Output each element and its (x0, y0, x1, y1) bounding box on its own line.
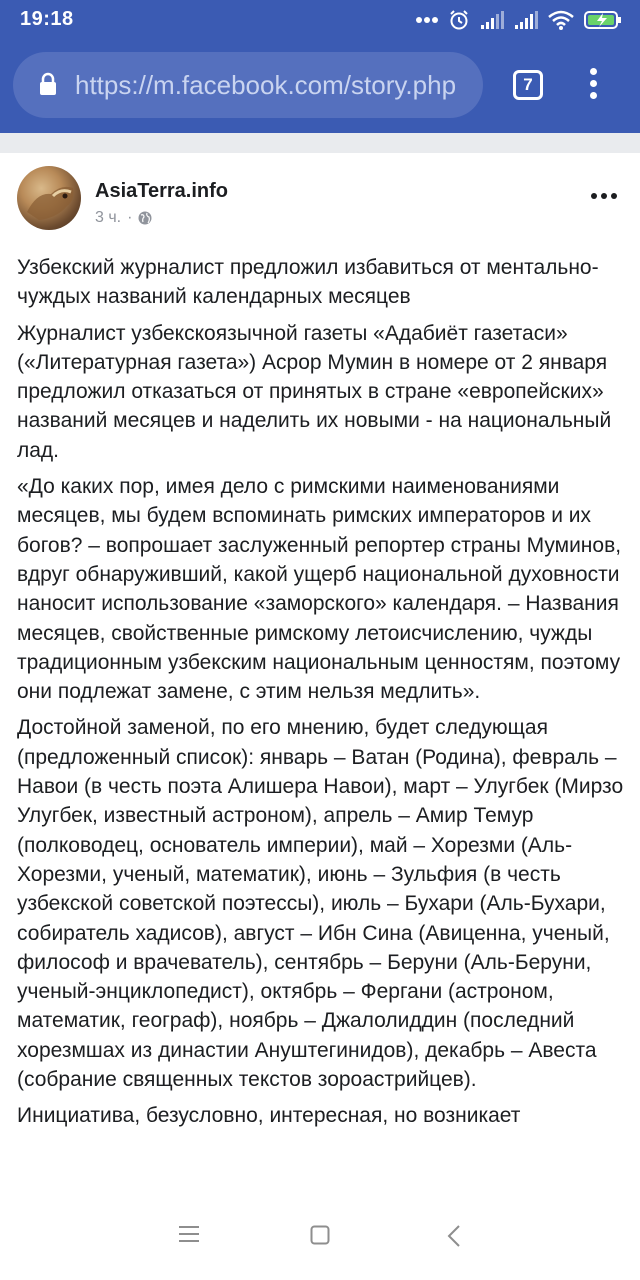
menu-icon[interactable] (178, 1225, 200, 1243)
post-meta: 3 ч. · (95, 209, 152, 227)
tabs-button[interactable]: 7 (513, 70, 543, 100)
post-paragraph: Инициатива, безусловно, интересная, но возникает (17, 1104, 521, 1128)
post-paragraph: «До каких пор, имея дело с римскими наименованиями месяцев, мы будем вспоминать римских императоров и их богов? – вопрошает заслуженный репортер страны Муминов, вдруг обнаруживший, какой ущерб национальной духовности наносит использование «заморского» календаря. – Названия месяцев, свойственные римскому летоисчислению, чужды традиционным узбекским национальным ценностям, поэтому они подлежат замене, с этим нельзя медлить». (17, 475, 622, 704)
feed-separator (0, 133, 640, 153)
post-options-button[interactable] (591, 193, 621, 203)
home-square-icon[interactable] (310, 1225, 330, 1245)
post-text (17, 253, 627, 1138)
post-paragraph: Узбекский журналист предложил избавиться от ментально-чуждых названий календарных месяцев (17, 256, 599, 309)
system-navigation-bar (0, 1194, 640, 1280)
globe-icon (138, 211, 152, 225)
avatar[interactable] (17, 166, 81, 230)
url-text[interactable]: https://m.facebook.com/story.php (75, 70, 457, 100)
post-paragraph: Журналист узбекскоязычной газеты «Адабиёт газетаси» («Литературная газета») Асрор Мумин в номере от 2 января предложил отказаться от принятых в стране «европейских» названий месяцев и наделить их новыми - на национальный лад. (17, 321, 612, 462)
lock-icon (38, 72, 58, 96)
browser-menu-button[interactable] (586, 68, 600, 104)
signal-icon (480, 10, 504, 30)
more-dots-icon (416, 16, 438, 24)
wifi-icon (548, 10, 574, 30)
camel-photo-icon (17, 166, 81, 230)
status-icons (416, 6, 622, 34)
battery-charging-icon (584, 10, 622, 30)
signal-icon (514, 10, 538, 30)
status-time: 19:18 (20, 8, 74, 30)
alarm-icon (448, 9, 470, 31)
post-author[interactable]: AsiaTerra.info (95, 180, 228, 202)
post-paragraph: Достойной заменой, по его мнению, будет следующая (предложенный список): январь – Ватан (Родина), февраль – Навои (в честь поэта Алишера Навои), март – Улугбек (Мирзо Улугбек, известный астроном), апрель – Амир Темур (полководец, основатель империи), май – Хорезми (Аль-Хорезми, ученый, математик), июнь – Зульфия (в честь узбекской советской поэтессы), июль – Бухари (Аль-Бухари, собиратель хадисов), август – Ибн Сина (Авиценна, ученый, философ и врачеватель), сентябрь – Беруни (Аль-Беруни, ученый-энциклопедист), октябрь – Фергани (астроном, математик, географ), ноябрь – Джалолиддин (последний хорезмшах из династии Ануштегинидов), декабрь – Авеста (собрание священных текстов зороастрийцев). (17, 716, 624, 1092)
status-bar (0, 0, 640, 40)
browser-toolbar (0, 0, 640, 133)
post-time[interactable]: 3 ч. (95, 209, 122, 226)
address-bar[interactable] (13, 52, 483, 118)
back-icon[interactable] (447, 1225, 461, 1247)
